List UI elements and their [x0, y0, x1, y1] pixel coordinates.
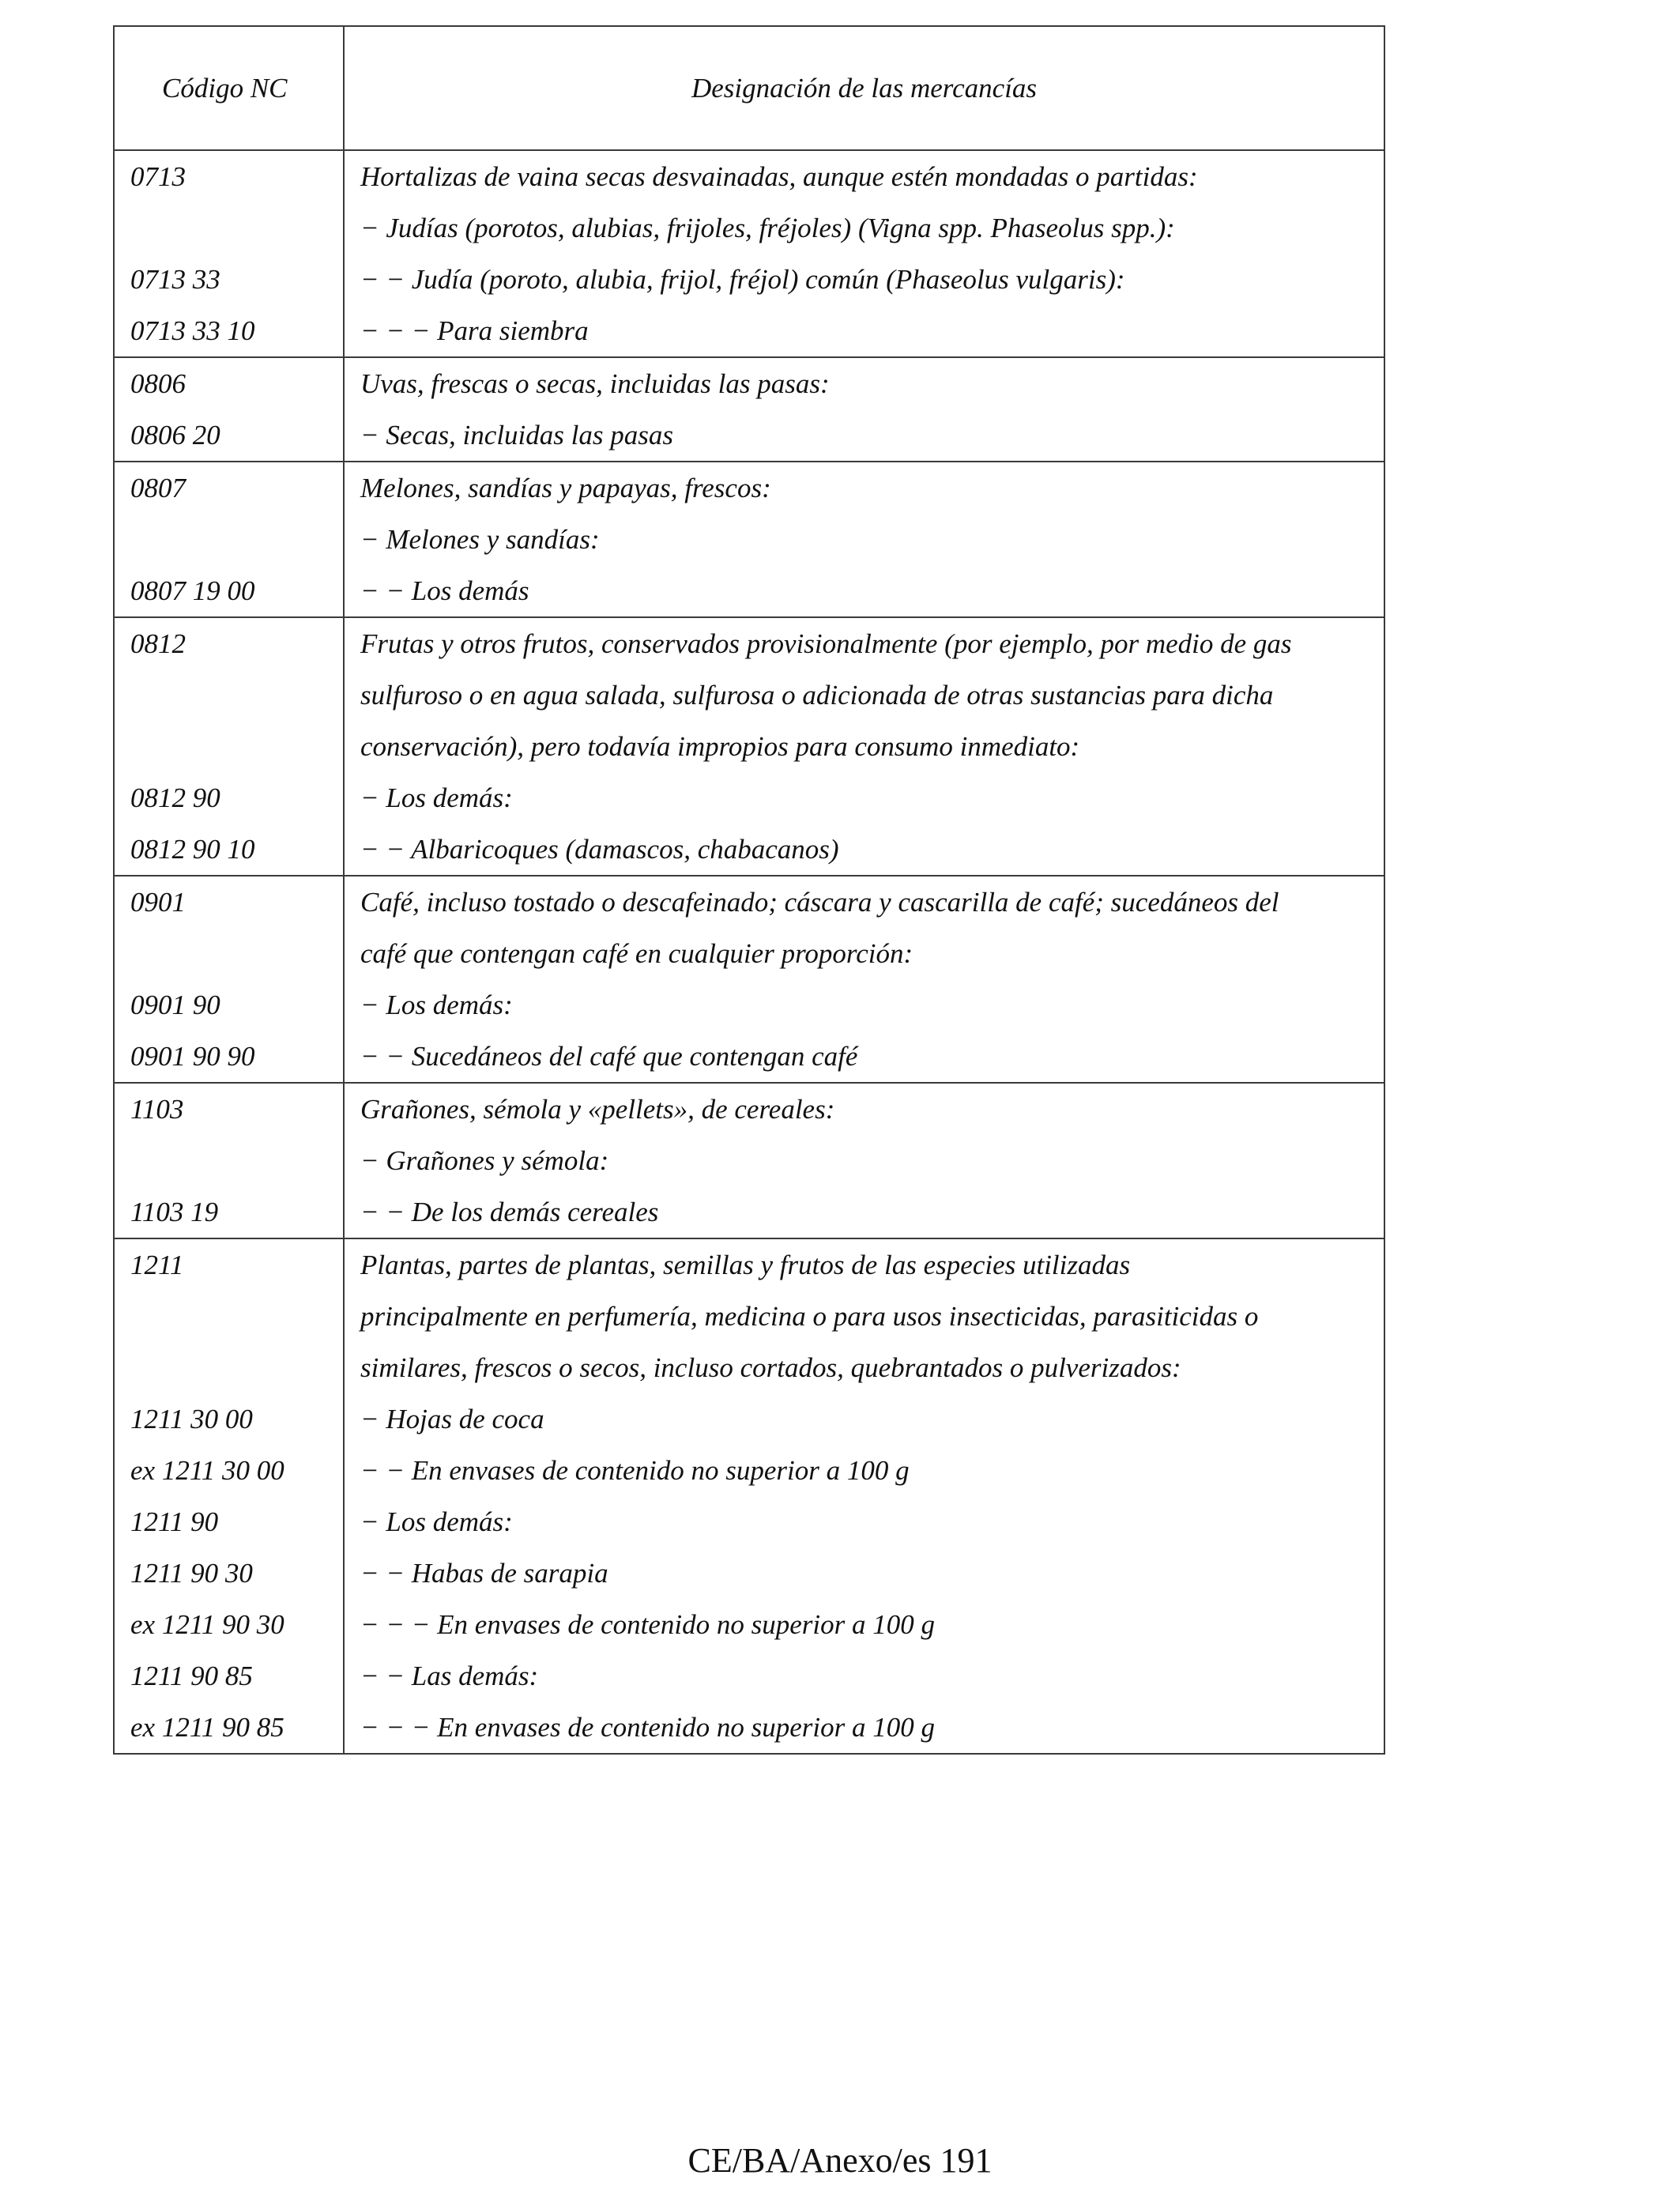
cell-description: − − − En envases de contenido no superior a 100 g: [344, 1599, 1384, 1650]
cell-code: ex 1211 30 00: [114, 1445, 344, 1496]
table-row: [114, 565, 1384, 617]
table-row: [114, 409, 1384, 462]
cell-code: 0713: [114, 150, 344, 202]
table-row: [114, 357, 1384, 409]
table-row: [114, 1496, 1384, 1547]
cell-description: Hortalizas de vaina secas desvainadas, aunque estén mondadas o partidas:: [344, 150, 1384, 202]
cell-description: − − En envases de contenido no superior a 100 g: [344, 1445, 1384, 1496]
table-row: [114, 928, 1384, 979]
cell-description: Plantas, partes de plantas, semillas y frutos de las especies utilizadas: [344, 1238, 1384, 1291]
cell-code: 0713 33: [114, 254, 344, 305]
table-row: [114, 1135, 1384, 1186]
cell-description: − Los demás:: [344, 1496, 1384, 1547]
table-row: [114, 1186, 1384, 1238]
table-row: [114, 202, 1384, 254]
cell-code: 0812 90 10: [114, 824, 344, 876]
cell-code: [114, 202, 344, 254]
cell-description: conservación), pero todavía impropios para consumo inmediato:: [344, 721, 1384, 772]
table-row: [114, 462, 1384, 514]
table-row: [114, 305, 1384, 357]
cell-code: ex 1211 90 85: [114, 1702, 344, 1754]
table-row: [114, 254, 1384, 305]
table-row: [114, 1031, 1384, 1083]
cell-code: 0812 90: [114, 772, 344, 824]
table-body: [114, 150, 1384, 1754]
table-row: [114, 824, 1384, 876]
cell-code: 1103 19: [114, 1186, 344, 1238]
table-row: [114, 1650, 1384, 1702]
cell-code: [114, 1291, 344, 1342]
header-code: Código NC: [114, 26, 344, 150]
cell-code: 0901 90: [114, 979, 344, 1031]
cell-description: sulfuroso o en agua salada, sulfurosa o adicionada de otras sustancias para dicha: [344, 669, 1384, 721]
cell-code: ex 1211 90 30: [114, 1599, 344, 1650]
cell-description: − − Sucedáneos del café que contengan café: [344, 1031, 1384, 1083]
table-row: [114, 1547, 1384, 1599]
cell-description: − − − En envases de contenido no superior a 100 g: [344, 1702, 1384, 1754]
cell-code: 0812: [114, 617, 344, 669]
cell-description: similares, frescos o secos, incluso cortados, quebrantados o pulverizados:: [344, 1342, 1384, 1393]
table-row: [114, 514, 1384, 565]
cell-code: 1211: [114, 1238, 344, 1291]
cell-code: 0901 90 90: [114, 1031, 344, 1083]
cell-code: 0807: [114, 462, 344, 514]
table-row: [114, 1445, 1384, 1496]
table-row: [114, 772, 1384, 824]
cell-description: − Los demás:: [344, 772, 1384, 824]
cell-description: − Hojas de coca: [344, 1393, 1384, 1445]
page-footer: CE/BA/Anexo/es 191: [687, 2141, 993, 2180]
cell-description: Melones, sandías y papayas, frescos:: [344, 462, 1384, 514]
header-description: Designación de las mercancías: [344, 26, 1384, 150]
table-row: [114, 1083, 1384, 1135]
table-row: [114, 1342, 1384, 1393]
cell-description: − − De los demás cereales: [344, 1186, 1384, 1238]
table-row: [114, 876, 1384, 928]
cell-code: 0806 20: [114, 409, 344, 462]
cell-description: Uvas, frescas o secas, incluidas las pasas:: [344, 357, 1384, 409]
table-row: [114, 721, 1384, 772]
cell-code: [114, 514, 344, 565]
cell-description: Frutas y otros frutos, conservados provisionalmente (por ejemplo, por medio de gas: [344, 617, 1384, 669]
cell-description: − − Los demás: [344, 565, 1384, 617]
cell-code: 0713 33 10: [114, 305, 344, 357]
cell-description: − Judías (porotos, alubias, frijoles, fréjoles) (Vigna spp. Phaseolus spp.):: [344, 202, 1384, 254]
cell-description: − − Judía (poroto, alubia, frijol, fréjol) común (Phaseolus vulgaris):: [344, 254, 1384, 305]
table-row: [114, 1599, 1384, 1650]
cell-code: 0901: [114, 876, 344, 928]
cell-code: 1211 90 85: [114, 1650, 344, 1702]
table-row: [114, 1238, 1384, 1291]
cell-code: [114, 928, 344, 979]
tariff-code-table: [113, 25, 1385, 1755]
cell-description: Grañones, sémola y «pellets», de cereales:: [344, 1083, 1384, 1135]
table-header-row: [114, 26, 1384, 150]
table-row: [114, 617, 1384, 669]
cell-code: 1103: [114, 1083, 344, 1135]
table-row: [114, 150, 1384, 202]
cell-description: − Los demás:: [344, 979, 1384, 1031]
cell-description: − − Albaricoques (damascos, chabacanos): [344, 824, 1384, 876]
table-row: [114, 1291, 1384, 1342]
table-row: [114, 1393, 1384, 1445]
cell-description: − − Habas de sarapia: [344, 1547, 1384, 1599]
cell-code: 0806: [114, 357, 344, 409]
cell-description: − Melones y sandías:: [344, 514, 1384, 565]
table-row: [114, 1702, 1384, 1754]
cell-description: − Secas, incluidas las pasas: [344, 409, 1384, 462]
cell-code: [114, 721, 344, 772]
cell-code: 0807 19 00: [114, 565, 344, 617]
cell-description: − − − Para siembra: [344, 305, 1384, 357]
table-row: [114, 669, 1384, 721]
cell-code: [114, 1135, 344, 1186]
table-row: [114, 979, 1384, 1031]
cell-description: principalmente en perfumería, medicina o para usos insecticidas, parasiticidas o: [344, 1291, 1384, 1342]
cell-code: [114, 1342, 344, 1393]
cell-code: 1211 30 00: [114, 1393, 344, 1445]
cell-description: − − Las demás:: [344, 1650, 1384, 1702]
cell-code: 1211 90 30: [114, 1547, 344, 1599]
cell-code: [114, 669, 344, 721]
cell-description: Café, incluso tostado o descafeinado; cáscara y cascarilla de café; sucedáneos del: [344, 876, 1384, 928]
cell-description: café que contengan café en cualquier proporción:: [344, 928, 1384, 979]
cell-code: 1211 90: [114, 1496, 344, 1547]
cell-description: − Grañones y sémola:: [344, 1135, 1384, 1186]
